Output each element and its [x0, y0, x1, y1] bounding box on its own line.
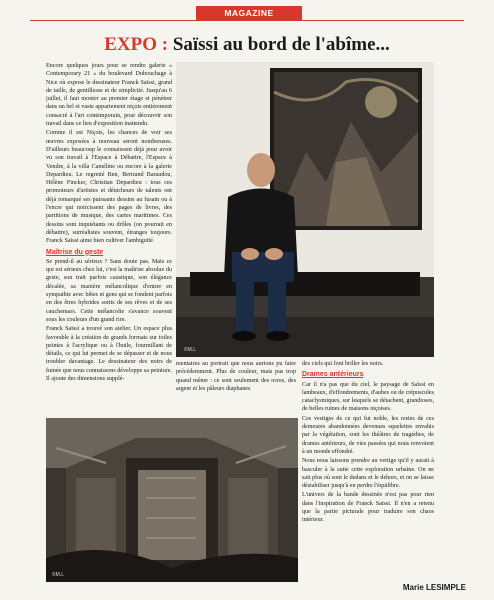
col1-paragraph-1: Encore quelques jours pour se rendre galerie « Contemporary 21 » du boulevard Dubouchage à Nice où expose le dessinateur Franck Saïssi, grand de taille, de gentillesse et de simplicité. Jusqu'au 6 juillet, il faut monter au premier étage et pénétrer dans un bel et vaste appartement niçois entièrement consacré à l'art contemporain, pour découvrir son travail dans ce lieu d'exposition inattendu. [46, 63, 172, 128]
col3-paragraph-4: Nous nous laissons prendre au vertige qu'il y aurait à basculer à la suite cette exploration urbaine. On ne sait plus où sont le dedans et le dehors, et on se laisse déstabiliser jusqu'à en perdre l'équilibre. [302, 458, 434, 490]
artist-photo [176, 62, 434, 357]
subhead-drames: Drames antérieurs [302, 371, 364, 379]
painting-photo-image [46, 418, 298, 582]
col1-paragraph-2: Comme il est Niçois, les chances de voir ses œuvres exposées à nouveau seront nombreuses. D'ailleurs beaucoup le connaissent déjà pour avoir vu son travail à l'Espace à Débattre, l'Espace à Vendre, à la villa Caméline ou encore à la galerie Depardieu. Le regretté Ben, Bertrand Baraudou, Hélène Fincker, Christian Depardieu : tous ces promoteurs d'artistes et dénicheurs de talents ont déjà remarqué ses puissants dessins au fusain ou à l'encre qui noircissent des pages de livres, des partitions de musique, des cartes maritimes. Ces dessins sont inquiétants ou drôles (on pourrait en débattre), surréalistes souvent, étranges toujours. Franck Saïssi aime bien cultiver l'ambiguïté. [46, 130, 172, 245]
photo-credit-1: ©M.L [184, 347, 197, 353]
header-rule [30, 20, 464, 21]
col2-paragraph-1: mentaires au portrait que nous aurions pu faire précédemment. Plus de couleur, mais pas trop quand même : ce sont seulement des ocres, des argent et les pâleurs diaphanes [176, 361, 296, 392]
section-tab: MAGAZINE [196, 6, 302, 20]
column-1 [46, 62, 172, 417]
title-prefix: EXPO [104, 34, 157, 55]
col1-paragraph-3: Se prend-il au sérieux ? Sans doute pas. Mais ce qui est sérieux chez lui, c'est la maîtrise absolue du geste, son trait parfois caustique, son élégance décalée, sa manière mélancolique d'entrer en sympathie avec bêtes et gens qui se fondent parfois en des êtres hybrides sortis de ses rêves et de ses cauchemars. Cette mélancolie s'avance souvent sous les couleurs d'un grand rire. [46, 258, 172, 323]
title-separator: : [156, 34, 173, 55]
photo-credit-2: ©M.L [52, 572, 65, 578]
article-title [0, 34, 494, 56]
col3-paragraph-5: L'univers de la bande dessinée n'est pas pour rien dans l'inspiration de Franck Saïssi. Il n'en a retenu que la partie picturale pour traduire son chaos intérieur. [302, 492, 434, 524]
artist-photo-image [176, 62, 434, 357]
subhead-maitrise: Maîtrise du geste [46, 248, 104, 256]
col3-paragraph-3: Ces vestiges de ce qui fut noble, les restes de ces demeures abandonnées devenues squelettes envahis par la végétation, sont les théâtres de tragédies, de drames antérieurs, de vies passées qui nous renvoient à un monde effondré. [302, 415, 434, 455]
title-rest: Saïssi au bord de l'abîme... [172, 34, 390, 55]
painting-photo [46, 418, 298, 582]
column-2 [176, 360, 296, 394]
author-signature: Marie LESIMPLE [402, 583, 466, 592]
col3-paragraph-1: des ciels qui font briller les noirs. [302, 361, 384, 367]
col3-paragraph-2: Car il n'a pas que du ciel, le paysage de Saïssi en lambeaux, d'effondrements, d'aubes ou de crépuscules cataclysmiques, sur lesquels se détachent, grandioses, de belles ruines de maisons niçoises. [302, 381, 434, 413]
col1-paragraph-4: Franck Saïssi a trouvé son atelier. Un espace plus favorable à la création de grands formats sur toiles peintes à l'acrylique ou à l'huile, fourmillant de détails, ce qui lui permet de se dépasser et de nous troubler davantage. Le dessinateur des noirs de fumée que nous connaissons développe sa peinture. Il ajoute des dimensions supplé- [46, 326, 172, 382]
column-3 [302, 360, 434, 570]
